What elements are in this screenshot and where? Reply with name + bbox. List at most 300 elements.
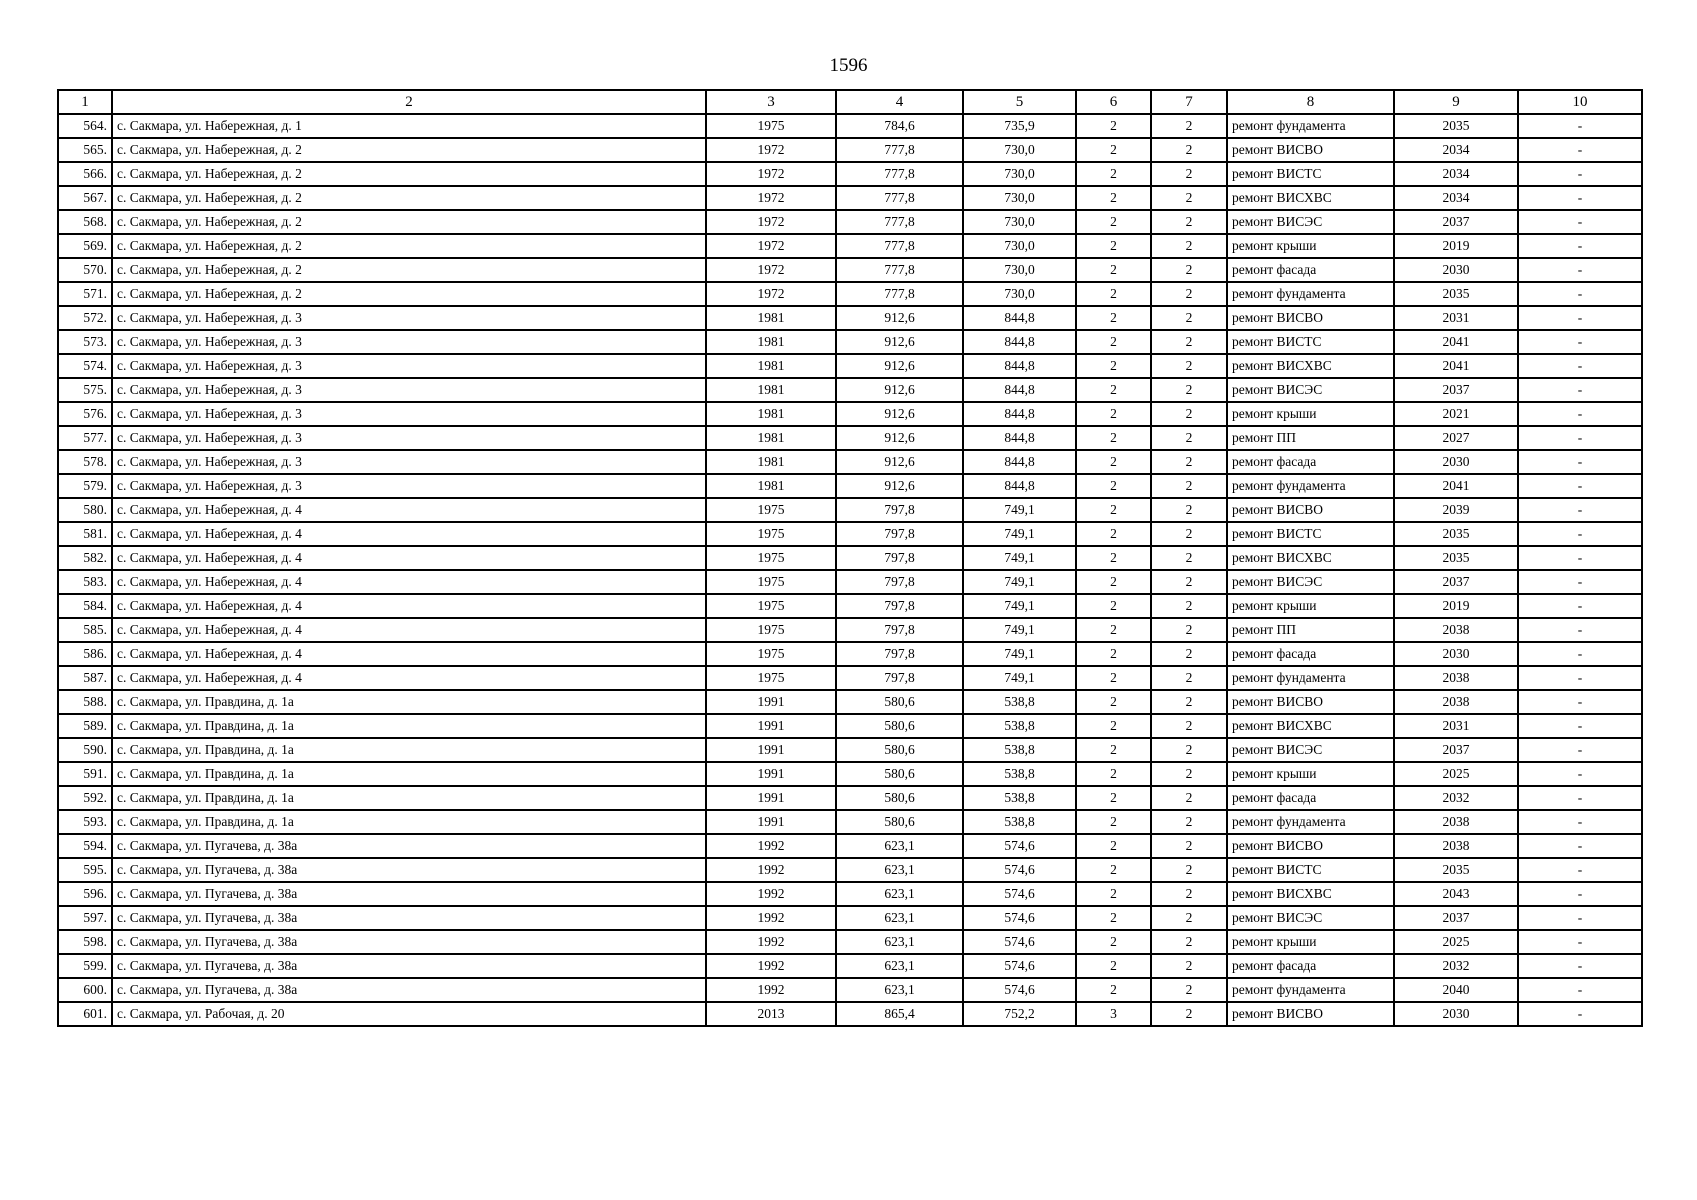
row-number-cell: 575. <box>58 378 112 402</box>
year-cell: 1992 <box>706 930 836 954</box>
year-cell: 1981 <box>706 306 836 330</box>
living-area-cell: 844,8 <box>963 426 1076 450</box>
total-area-cell: 623,1 <box>836 978 963 1002</box>
floors-cell: 2 <box>1076 330 1151 354</box>
living-area-cell: 574,6 <box>963 858 1076 882</box>
total-area-cell: 777,8 <box>836 186 963 210</box>
note-cell: - <box>1518 858 1642 882</box>
table-row <box>58 450 1642 474</box>
address-cell: с. Сакмара, ул. Набережная, д. 3 <box>112 426 706 450</box>
year-cell: 1981 <box>706 330 836 354</box>
year-cell: 1981 <box>706 402 836 426</box>
entrances-cell: 2 <box>1151 234 1227 258</box>
note-cell: - <box>1518 282 1642 306</box>
total-area-cell: 797,8 <box>836 594 963 618</box>
row-number-cell: 583. <box>58 570 112 594</box>
row-number-cell: 566. <box>58 162 112 186</box>
work-type-cell: ремонт фундамента <box>1227 282 1394 306</box>
entrances-cell: 2 <box>1151 186 1227 210</box>
row-number-cell: 594. <box>58 834 112 858</box>
row-number-cell: 578. <box>58 450 112 474</box>
total-area-cell: 797,8 <box>836 546 963 570</box>
note-cell: - <box>1518 114 1642 138</box>
entrances-cell: 2 <box>1151 810 1227 834</box>
work-type-cell: ремонт крыши <box>1227 762 1394 786</box>
living-area-cell: 574,6 <box>963 882 1076 906</box>
row-number-cell: 564. <box>58 114 112 138</box>
row-number-cell: 590. <box>58 738 112 762</box>
planned-year-cell: 2041 <box>1394 474 1518 498</box>
table-row <box>58 786 1642 810</box>
table-row <box>58 258 1642 282</box>
table-row <box>58 114 1642 138</box>
row-number-cell: 591. <box>58 762 112 786</box>
year-cell: 1981 <box>706 426 836 450</box>
floors-cell: 2 <box>1076 690 1151 714</box>
note-cell: - <box>1518 306 1642 330</box>
total-area-cell: 797,8 <box>836 666 963 690</box>
table-row <box>58 210 1642 234</box>
entrances-cell: 2 <box>1151 138 1227 162</box>
total-area-cell: 912,6 <box>836 402 963 426</box>
year-cell: 1991 <box>706 762 836 786</box>
row-number-cell: 595. <box>58 858 112 882</box>
work-type-cell: ремонт ВИСХВС <box>1227 186 1394 210</box>
note-cell: - <box>1518 210 1642 234</box>
address-cell: с. Сакмара, ул. Правдина, д. 1а <box>112 714 706 738</box>
planned-year-cell: 2025 <box>1394 930 1518 954</box>
floors-cell: 2 <box>1076 138 1151 162</box>
planned-year-cell: 2035 <box>1394 546 1518 570</box>
work-type-cell: ремонт ВИСТС <box>1227 330 1394 354</box>
address-cell: с. Сакмара, ул. Правдина, д. 1а <box>112 786 706 810</box>
planned-year-cell: 2031 <box>1394 306 1518 330</box>
column-header: 2 <box>112 90 706 114</box>
row-number-cell: 601. <box>58 1002 112 1026</box>
planned-year-cell: 2037 <box>1394 906 1518 930</box>
planned-year-cell: 2038 <box>1394 618 1518 642</box>
year-cell: 1992 <box>706 858 836 882</box>
floors-cell: 2 <box>1076 642 1151 666</box>
row-number-cell: 567. <box>58 186 112 210</box>
entrances-cell: 2 <box>1151 978 1227 1002</box>
living-area-cell: 730,0 <box>963 186 1076 210</box>
planned-year-cell: 2034 <box>1394 162 1518 186</box>
row-number-cell: 565. <box>58 138 112 162</box>
row-number-cell: 584. <box>58 594 112 618</box>
living-area-cell: 730,0 <box>963 282 1076 306</box>
note-cell: - <box>1518 930 1642 954</box>
entrances-cell: 2 <box>1151 618 1227 642</box>
total-area-cell: 777,8 <box>836 234 963 258</box>
work-type-cell: ремонт ВИСВО <box>1227 834 1394 858</box>
row-number-cell: 598. <box>58 930 112 954</box>
note-cell: - <box>1518 258 1642 282</box>
entrances-cell: 2 <box>1151 786 1227 810</box>
total-area-cell: 623,1 <box>836 930 963 954</box>
floors-cell: 2 <box>1076 594 1151 618</box>
work-type-cell: ремонт ПП <box>1227 618 1394 642</box>
note-cell: - <box>1518 570 1642 594</box>
address-cell: с. Сакмара, ул. Набережная, д. 3 <box>112 474 706 498</box>
note-cell: - <box>1518 474 1642 498</box>
table-row <box>58 714 1642 738</box>
note-cell: - <box>1518 234 1642 258</box>
planned-year-cell: 2025 <box>1394 762 1518 786</box>
column-header: 3 <box>706 90 836 114</box>
address-cell: с. Сакмара, ул. Набережная, д. 3 <box>112 402 706 426</box>
living-area-cell: 574,6 <box>963 954 1076 978</box>
planned-year-cell: 2019 <box>1394 234 1518 258</box>
address-cell: с. Сакмара, ул. Правдина, д. 1а <box>112 762 706 786</box>
planned-year-cell: 2035 <box>1394 282 1518 306</box>
table-row <box>58 978 1642 1002</box>
table-row <box>58 234 1642 258</box>
total-area-cell: 777,8 <box>836 210 963 234</box>
year-cell: 1992 <box>706 906 836 930</box>
table-body <box>58 114 1642 1026</box>
table-row <box>58 474 1642 498</box>
year-cell: 1972 <box>706 210 836 234</box>
table-row <box>58 186 1642 210</box>
planned-year-cell: 2038 <box>1394 834 1518 858</box>
note-cell: - <box>1518 498 1642 522</box>
total-area-cell: 623,1 <box>836 954 963 978</box>
work-type-cell: ремонт фундамента <box>1227 978 1394 1002</box>
floors-cell: 3 <box>1076 1002 1151 1026</box>
total-area-cell: 580,6 <box>836 690 963 714</box>
living-area-cell: 844,8 <box>963 450 1076 474</box>
row-number-cell: 586. <box>58 642 112 666</box>
floors-cell: 2 <box>1076 450 1151 474</box>
table-row <box>58 426 1642 450</box>
row-number-cell: 574. <box>58 354 112 378</box>
floors-cell: 2 <box>1076 834 1151 858</box>
year-cell: 1992 <box>706 954 836 978</box>
address-cell: с. Сакмара, ул. Набережная, д. 4 <box>112 642 706 666</box>
living-area-cell: 574,6 <box>963 834 1076 858</box>
floors-cell: 2 <box>1076 738 1151 762</box>
address-cell: с. Сакмара, ул. Набережная, д. 3 <box>112 354 706 378</box>
work-type-cell: ремонт фундамента <box>1227 114 1394 138</box>
total-area-cell: 580,6 <box>836 738 963 762</box>
year-cell: 1981 <box>706 378 836 402</box>
year-cell: 1975 <box>706 114 836 138</box>
planned-year-cell: 2039 <box>1394 498 1518 522</box>
year-cell: 1975 <box>706 618 836 642</box>
floors-cell: 2 <box>1076 306 1151 330</box>
address-cell: с. Сакмара, ул. Набережная, д. 3 <box>112 330 706 354</box>
row-number-cell: 599. <box>58 954 112 978</box>
work-type-cell: ремонт крыши <box>1227 930 1394 954</box>
row-number-cell: 588. <box>58 690 112 714</box>
planned-year-cell: 2034 <box>1394 186 1518 210</box>
floors-cell: 2 <box>1076 282 1151 306</box>
table-row <box>58 954 1642 978</box>
living-area-cell: 538,8 <box>963 810 1076 834</box>
work-type-cell: ремонт фасада <box>1227 450 1394 474</box>
floors-cell: 2 <box>1076 882 1151 906</box>
entrances-cell: 2 <box>1151 738 1227 762</box>
living-area-cell: 574,6 <box>963 906 1076 930</box>
table-row <box>58 402 1642 426</box>
planned-year-cell: 2021 <box>1394 402 1518 426</box>
row-number-cell: 576. <box>58 402 112 426</box>
address-cell: с. Сакмара, ул. Набережная, д. 2 <box>112 162 706 186</box>
address-cell: с. Сакмара, ул. Пугачева, д. 38а <box>112 858 706 882</box>
floors-cell: 2 <box>1076 402 1151 426</box>
living-area-cell: 749,1 <box>963 618 1076 642</box>
note-cell: - <box>1518 162 1642 186</box>
page-number: 1596 <box>829 55 868 76</box>
address-cell: с. Сакмара, ул. Набережная, д. 2 <box>112 282 706 306</box>
note-cell: - <box>1518 810 1642 834</box>
total-area-cell: 797,8 <box>836 618 963 642</box>
work-type-cell: ремонт ПП <box>1227 426 1394 450</box>
entrances-cell: 2 <box>1151 210 1227 234</box>
work-type-cell: ремонт фундамента <box>1227 810 1394 834</box>
address-cell: с. Сакмара, ул. Пугачева, д. 38а <box>112 954 706 978</box>
address-cell: с. Сакмара, ул. Набережная, д. 2 <box>112 186 706 210</box>
entrances-cell: 2 <box>1151 282 1227 306</box>
year-cell: 1975 <box>706 498 836 522</box>
total-area-cell: 784,6 <box>836 114 963 138</box>
table-row <box>58 138 1642 162</box>
table-row <box>58 1002 1642 1026</box>
year-cell: 1972 <box>706 186 836 210</box>
note-cell: - <box>1518 786 1642 810</box>
floors-cell: 2 <box>1076 162 1151 186</box>
living-area-cell: 574,6 <box>963 978 1076 1002</box>
floors-cell: 2 <box>1076 810 1151 834</box>
table-header-row <box>58 90 1642 114</box>
total-area-cell: 777,8 <box>836 138 963 162</box>
note-cell: - <box>1518 954 1642 978</box>
address-cell: с. Сакмара, ул. Набережная, д. 4 <box>112 546 706 570</box>
planned-year-cell: 2035 <box>1394 858 1518 882</box>
table-row <box>58 690 1642 714</box>
table-row <box>58 306 1642 330</box>
floors-cell: 2 <box>1076 666 1151 690</box>
row-number-cell: 593. <box>58 810 112 834</box>
address-cell: с. Сакмара, ул. Набережная, д. 4 <box>112 594 706 618</box>
total-area-cell: 580,6 <box>836 714 963 738</box>
row-number-cell: 580. <box>58 498 112 522</box>
repair-schedule-table <box>57 89 1643 1027</box>
work-type-cell: ремонт ВИСТС <box>1227 858 1394 882</box>
living-area-cell: 574,6 <box>963 930 1076 954</box>
note-cell: - <box>1518 330 1642 354</box>
address-cell: с. Сакмара, ул. Правдина, д. 1а <box>112 690 706 714</box>
floors-cell: 2 <box>1076 186 1151 210</box>
floors-cell: 2 <box>1076 906 1151 930</box>
total-area-cell: 912,6 <box>836 474 963 498</box>
column-header: 7 <box>1151 90 1227 114</box>
entrances-cell: 2 <box>1151 762 1227 786</box>
note-cell: - <box>1518 546 1642 570</box>
work-type-cell: ремонт крыши <box>1227 234 1394 258</box>
address-cell: с. Сакмара, ул. Набережная, д. 1 <box>112 114 706 138</box>
row-number-cell: 579. <box>58 474 112 498</box>
table-row <box>58 762 1642 786</box>
year-cell: 1972 <box>706 138 836 162</box>
row-number-cell: 596. <box>58 882 112 906</box>
row-number-cell: 582. <box>58 546 112 570</box>
entrances-cell: 2 <box>1151 882 1227 906</box>
column-header: 1 <box>58 90 112 114</box>
work-type-cell: ремонт ВИСХВС <box>1227 882 1394 906</box>
year-cell: 1991 <box>706 810 836 834</box>
total-area-cell: 912,6 <box>836 378 963 402</box>
table-row <box>58 642 1642 666</box>
row-number-cell: 577. <box>58 426 112 450</box>
note-cell: - <box>1518 426 1642 450</box>
floors-cell: 2 <box>1076 978 1151 1002</box>
address-cell: с. Сакмара, ул. Правдина, д. 1а <box>112 738 706 762</box>
work-type-cell: ремонт ВИСЭС <box>1227 570 1394 594</box>
planned-year-cell: 2034 <box>1394 138 1518 162</box>
address-cell: с. Сакмара, ул. Правдина, д. 1а <box>112 810 706 834</box>
row-number-cell: 581. <box>58 522 112 546</box>
year-cell: 1992 <box>706 978 836 1002</box>
living-area-cell: 730,0 <box>963 234 1076 258</box>
floors-cell: 2 <box>1076 762 1151 786</box>
address-cell: с. Сакмара, ул. Пугачева, д. 38а <box>112 906 706 930</box>
table-row <box>58 354 1642 378</box>
total-area-cell: 797,8 <box>836 642 963 666</box>
table-row <box>58 330 1642 354</box>
address-cell: с. Сакмара, ул. Набережная, д. 3 <box>112 450 706 474</box>
entrances-cell: 2 <box>1151 690 1227 714</box>
year-cell: 1981 <box>706 450 836 474</box>
entrances-cell: 2 <box>1151 378 1227 402</box>
table-row <box>58 738 1642 762</box>
address-cell: с. Сакмара, ул. Пугачева, д. 38а <box>112 834 706 858</box>
total-area-cell: 580,6 <box>836 786 963 810</box>
living-area-cell: 538,8 <box>963 786 1076 810</box>
work-type-cell: ремонт фасада <box>1227 786 1394 810</box>
floors-cell: 2 <box>1076 930 1151 954</box>
planned-year-cell: 2035 <box>1394 522 1518 546</box>
floors-cell: 2 <box>1076 234 1151 258</box>
note-cell: - <box>1518 666 1642 690</box>
address-cell: с. Сакмара, ул. Набережная, д. 2 <box>112 210 706 234</box>
note-cell: - <box>1518 138 1642 162</box>
row-number-cell: 600. <box>58 978 112 1002</box>
planned-year-cell: 2038 <box>1394 810 1518 834</box>
entrances-cell: 2 <box>1151 906 1227 930</box>
planned-year-cell: 2030 <box>1394 1002 1518 1026</box>
planned-year-cell: 2040 <box>1394 978 1518 1002</box>
table-row <box>58 498 1642 522</box>
table-row <box>58 882 1642 906</box>
row-number-cell: 589. <box>58 714 112 738</box>
year-cell: 1975 <box>706 642 836 666</box>
living-area-cell: 730,0 <box>963 258 1076 282</box>
table-row <box>58 666 1642 690</box>
column-header: 6 <box>1076 90 1151 114</box>
table-row <box>58 282 1642 306</box>
row-number-cell: 571. <box>58 282 112 306</box>
note-cell: - <box>1518 594 1642 618</box>
address-cell: с. Сакмара, ул. Набережная, д. 4 <box>112 570 706 594</box>
total-area-cell: 912,6 <box>836 426 963 450</box>
living-area-cell: 749,1 <box>963 498 1076 522</box>
work-type-cell: ремонт фундамента <box>1227 474 1394 498</box>
year-cell: 1975 <box>706 546 836 570</box>
work-type-cell: ремонт ВИСВО <box>1227 138 1394 162</box>
year-cell: 1972 <box>706 282 836 306</box>
living-area-cell: 749,1 <box>963 522 1076 546</box>
planned-year-cell: 2038 <box>1394 666 1518 690</box>
total-area-cell: 623,1 <box>836 906 963 930</box>
entrances-cell: 2 <box>1151 714 1227 738</box>
entrances-cell: 2 <box>1151 258 1227 282</box>
living-area-cell: 749,1 <box>963 546 1076 570</box>
table-row <box>58 810 1642 834</box>
living-area-cell: 844,8 <box>963 402 1076 426</box>
planned-year-cell: 2030 <box>1394 258 1518 282</box>
table-row <box>58 378 1642 402</box>
work-type-cell: ремонт ВИСЭС <box>1227 738 1394 762</box>
note-cell: - <box>1518 978 1642 1002</box>
living-area-cell: 749,1 <box>963 570 1076 594</box>
entrances-cell: 2 <box>1151 330 1227 354</box>
row-number-cell: 573. <box>58 330 112 354</box>
living-area-cell: 844,8 <box>963 330 1076 354</box>
floors-cell: 2 <box>1076 858 1151 882</box>
note-cell: - <box>1518 762 1642 786</box>
floors-cell: 2 <box>1076 546 1151 570</box>
entrances-cell: 2 <box>1151 450 1227 474</box>
work-type-cell: ремонт фасада <box>1227 642 1394 666</box>
work-type-cell: ремонт ВИСВО <box>1227 306 1394 330</box>
total-area-cell: 797,8 <box>836 522 963 546</box>
planned-year-cell: 2030 <box>1394 642 1518 666</box>
row-number-cell: 585. <box>58 618 112 642</box>
column-header: 5 <box>963 90 1076 114</box>
note-cell: - <box>1518 378 1642 402</box>
year-cell: 1972 <box>706 162 836 186</box>
year-cell: 1972 <box>706 258 836 282</box>
entrances-cell: 2 <box>1151 858 1227 882</box>
table-row <box>58 834 1642 858</box>
table-row <box>58 570 1642 594</box>
planned-year-cell: 2030 <box>1394 450 1518 474</box>
total-area-cell: 912,6 <box>836 450 963 474</box>
work-type-cell: ремонт ВИСВО <box>1227 1002 1394 1026</box>
work-type-cell: ремонт ВИСХВС <box>1227 546 1394 570</box>
column-header: 8 <box>1227 90 1394 114</box>
year-cell: 1975 <box>706 594 836 618</box>
living-area-cell: 844,8 <box>963 474 1076 498</box>
table-row <box>58 546 1642 570</box>
note-cell: - <box>1518 882 1642 906</box>
row-number-cell: 587. <box>58 666 112 690</box>
address-cell: с. Сакмара, ул. Пугачева, д. 38а <box>112 978 706 1002</box>
planned-year-cell: 2032 <box>1394 954 1518 978</box>
note-cell: - <box>1518 906 1642 930</box>
note-cell: - <box>1518 690 1642 714</box>
table-row <box>58 522 1642 546</box>
living-area-cell: 749,1 <box>963 666 1076 690</box>
work-type-cell: ремонт ВИСЭС <box>1227 210 1394 234</box>
living-area-cell: 749,1 <box>963 642 1076 666</box>
floors-cell: 2 <box>1076 954 1151 978</box>
entrances-cell: 2 <box>1151 930 1227 954</box>
address-cell: с. Сакмара, ул. Набережная, д. 2 <box>112 258 706 282</box>
entrances-cell: 2 <box>1151 306 1227 330</box>
